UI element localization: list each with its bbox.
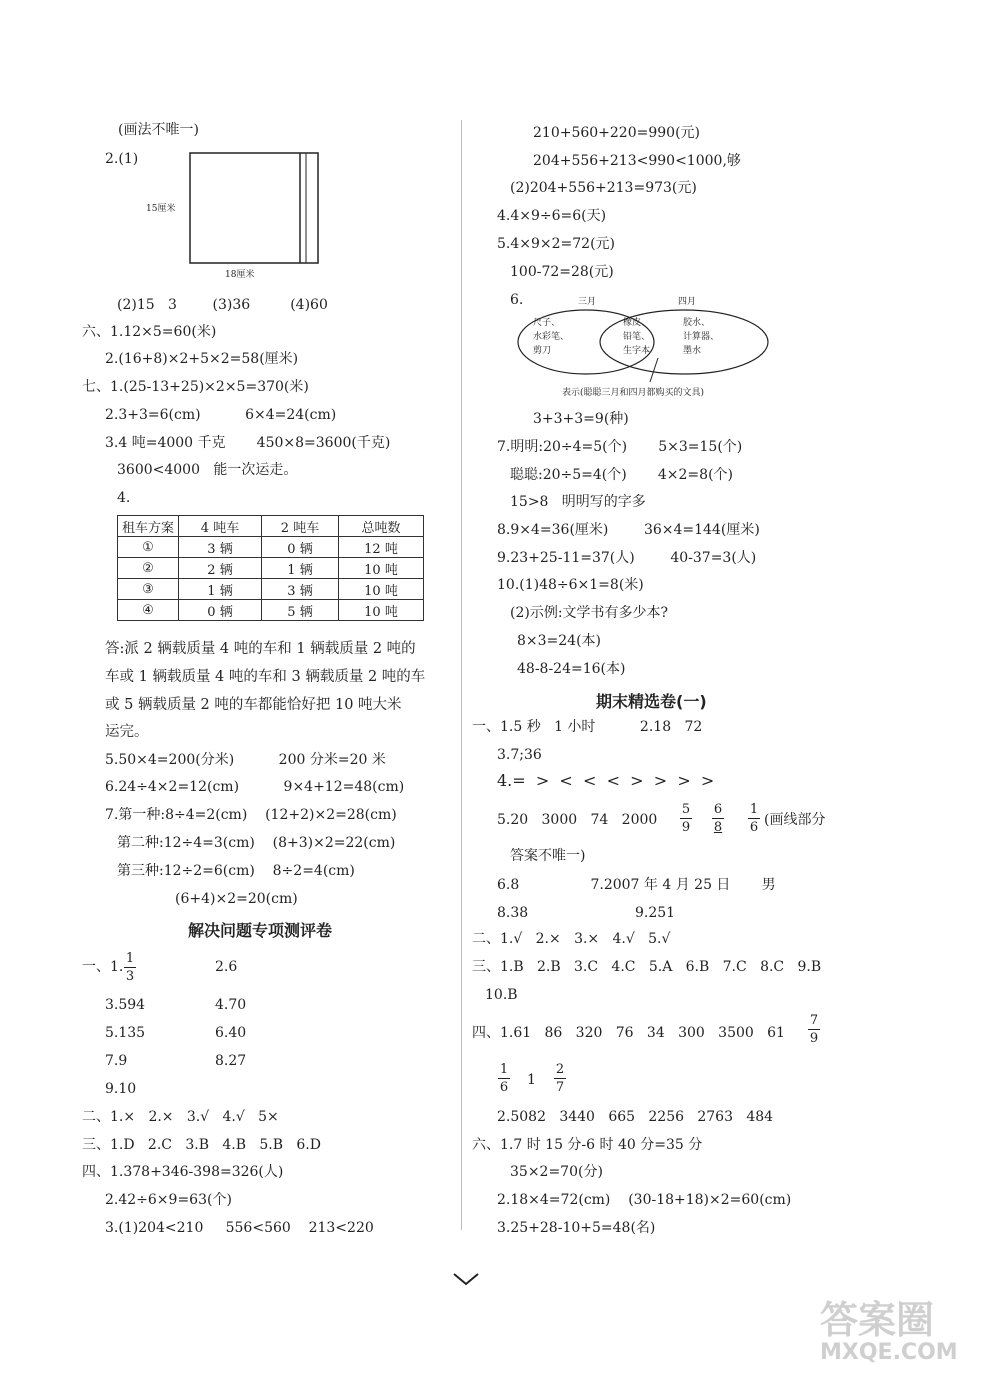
- venn-right-item: 计算器、: [683, 332, 720, 342]
- r3a: 5.135: [105, 1025, 146, 1041]
- a3: (2)204+556+213=973(元): [510, 180, 697, 196]
- c17: 3.25+28-10+5=48(名): [497, 1220, 656, 1236]
- venn-left-title: 三月: [578, 297, 597, 307]
- table-cell: 5 辆: [262, 600, 339, 621]
- r4a: 7.9: [105, 1053, 128, 1069]
- seven-3b: 3600<4000 能一次运走。: [117, 462, 298, 478]
- r2b: 4.70: [215, 997, 247, 1013]
- fraction-denominator: 7: [555, 1080, 565, 1095]
- table-cell: 0 辆: [262, 537, 339, 558]
- note: (画法不唯一): [118, 122, 199, 138]
- table-cell: 10 吨: [339, 600, 424, 621]
- venn-mid-item: 橡皮、: [623, 318, 651, 328]
- venn-left-item: 剪刀: [533, 346, 552, 356]
- seven-2: 2.3+3=6(cm) 6×4=24(cm): [105, 407, 337, 423]
- fraction-numerator: 1: [125, 951, 135, 966]
- fraction: [748, 802, 760, 835]
- table-cell: 10 吨: [339, 579, 424, 600]
- a7: 3+3+3=9(种): [533, 411, 629, 427]
- table-cell: 3 辆: [262, 579, 339, 600]
- b7: (2)示例:文学书有多少本?: [510, 605, 669, 621]
- table-cell: 1 辆: [179, 579, 262, 600]
- table-cell: ④: [118, 600, 179, 621]
- c8: 二、1.√ 2.× 3.× 4.√ 5.√: [472, 931, 671, 947]
- fraction: [808, 1013, 820, 1046]
- fraction-numerator: 6: [713, 802, 723, 817]
- b3: 15>8 明明写的字多: [510, 494, 646, 510]
- c10: 10.B: [485, 987, 518, 1003]
- venn-left-item: 水彩笔、: [533, 332, 570, 342]
- table-cell: 0 辆: [179, 600, 262, 621]
- c3: 4.= > < < < > > > >: [497, 771, 715, 790]
- b1: 7.明明:20÷4=5(个) 5×3=15(个): [497, 439, 743, 455]
- b9: 48-8-24=16(本): [517, 661, 626, 677]
- venn-right-item: 墨水: [683, 346, 702, 356]
- venn-number: 6.: [510, 292, 524, 308]
- c6: 6.8 7.2007 年 4 月 25 日 男: [497, 877, 776, 893]
- c4: 5.20 3000 74 2000: [497, 812, 658, 828]
- r1a: 一、1.: [82, 959, 124, 975]
- c1: 一、1.5 秒 1 小时 2.18 72: [472, 719, 703, 735]
- a1: 210+560+220=990(元): [533, 125, 701, 141]
- column-divider: [461, 120, 462, 1230]
- watermark: [820, 1300, 958, 1366]
- b5: 9.23+25-11=37(人) 40-37=3(人): [497, 550, 757, 566]
- c2: 3.7;36: [497, 747, 542, 763]
- c15: 35×2=70(分): [510, 1164, 603, 1180]
- b6: 10.(1)48÷6×1=8(米): [497, 577, 644, 593]
- si1: 四、1.378+346-398=326(人): [82, 1164, 284, 1180]
- b8: 8×3=24(本): [517, 633, 602, 649]
- table-header: 租车方案: [118, 516, 179, 537]
- venn-mid-item: 生字本: [623, 346, 651, 356]
- s6: 6.24÷4×2=12(cm) 9×4+12=48(cm): [105, 779, 405, 795]
- fraction-numerator: 5: [681, 802, 691, 817]
- fraction-denominator: 6: [749, 820, 759, 835]
- q2-1: 2.(1): [105, 151, 139, 167]
- c14: 六、1.7 时 15 分-6 时 40 分=35 分: [472, 1137, 703, 1153]
- seven-3: 3.4 吨=4000 千克 450×8=3600(千克): [105, 435, 391, 451]
- table-row: [118, 558, 424, 579]
- venn-caption: 表示(聪聪三月和四月都购买的文具): [562, 388, 705, 398]
- fraction: [712, 802, 724, 835]
- fraction-denominator: 8: [713, 820, 723, 835]
- fraction: [124, 951, 136, 984]
- s7c: 第三种:12÷2=6(cm) 8÷2=4(cm): [117, 863, 355, 879]
- si2: 2.42÷6×9=63(个): [105, 1192, 232, 1208]
- c4-tail: (画线部分: [764, 812, 826, 828]
- watermark-logo: 答案圈: [820, 1298, 935, 1342]
- answer-line-2: 车或 1 辆载质量 4 吨的车和 3 辆载质量 2 吨的车: [105, 669, 426, 685]
- b2: 聪聪:20÷5=4(个) 4×2=8(个): [510, 467, 733, 483]
- table-row: [118, 579, 424, 600]
- fraction-numerator: 1: [749, 802, 759, 817]
- er: 二、1.× 2.× 3.√ 4.√ 5×: [82, 1109, 279, 1125]
- r2a: 3.594: [105, 997, 146, 1013]
- table-cell: 2 辆: [179, 558, 262, 579]
- table-header: 总吨数: [339, 516, 424, 537]
- six-2: 2.(16+8)×2+5×2=58(厘米): [105, 351, 299, 367]
- table-cell: 1 辆: [262, 558, 339, 579]
- venn-left-item: 尺子、: [533, 318, 561, 328]
- c5: 答案不唯一): [510, 848, 586, 864]
- table-header-row: [118, 516, 424, 537]
- c13: 2.5082 3440 665 2256 2763 484: [497, 1109, 774, 1125]
- fraction-numerator: 7: [809, 1013, 819, 1028]
- r4b: 8.27: [215, 1053, 247, 1069]
- venn-right-item: 胶水、: [683, 318, 711, 328]
- c9: 三、1.B 2.B 3.C 4.C 5.A 6.B 7.C 8.C 9.B: [472, 959, 822, 975]
- table-cell: 10 吨: [339, 558, 424, 579]
- six-1: 六、1.12×5=60(米): [82, 324, 217, 340]
- table-row: [118, 600, 424, 621]
- table-header: 4 吨车: [179, 516, 262, 537]
- table-header: 2 吨车: [262, 516, 339, 537]
- answer-line-1: 答:派 2 辆载质量 4 吨的车和 1 辆载质量 2 吨的: [105, 641, 416, 657]
- a2: 204+556+213<990<1000,够: [533, 153, 741, 169]
- c7: 8.38 9.251: [497, 905, 676, 921]
- c12-mid: 1: [527, 1072, 536, 1088]
- a5: 5.4×9×2=72(元): [497, 236, 616, 252]
- s7a: 7.第一种:8÷4=2(cm) (12+2)×2=28(cm): [105, 807, 397, 823]
- fraction: [498, 1062, 510, 1095]
- table-cell: ①: [118, 537, 179, 558]
- table-cell: 12 吨: [339, 537, 424, 558]
- s7d: (6+4)×2=20(cm): [175, 891, 298, 907]
- table-row: [118, 537, 424, 558]
- fraction: [680, 802, 692, 835]
- a4: 4.4×9÷6=6(天): [497, 208, 607, 224]
- c11: 四、1.61 86 320 76 34 300 3500 61: [472, 1025, 785, 1041]
- chevron-down-icon: [452, 1272, 480, 1286]
- rental-table: [117, 515, 424, 621]
- s7b: 第二种:12÷4=3(cm) (8+3)×2=22(cm): [117, 835, 396, 851]
- san: 三、1.D 2.C 3.B 4.B 5.B 6.D: [82, 1137, 321, 1153]
- section-heading: 解决问题专项测评卷: [188, 921, 333, 940]
- c16: 2.18×4=72(cm) (30-18+18)×2=60(cm): [497, 1192, 792, 1208]
- rect-width-label: 18厘米: [225, 270, 255, 280]
- table-cell: ②: [118, 558, 179, 579]
- fraction-denominator: 3: [125, 969, 135, 984]
- r5a: 9.10: [105, 1081, 137, 1097]
- b4: 8.9×4=36(厘米) 36×4=144(厘米): [497, 522, 760, 538]
- section-heading: 期末精选卷(一): [596, 692, 707, 711]
- s5: 5.50×4=200(分米) 200 分米=20 米: [105, 752, 386, 768]
- table-cell: 3 辆: [179, 537, 262, 558]
- watermark-url: MXQE.COM: [820, 1340, 958, 1365]
- table-cell: ③: [118, 579, 179, 600]
- answer-line-3: 或 5 辆载质量 2 吨的车都能恰好把 10 吨大米: [105, 697, 402, 713]
- fraction-denominator: 9: [809, 1031, 819, 1046]
- fraction-numerator: 2: [555, 1062, 565, 1077]
- seven-4: 4.: [117, 490, 131, 506]
- q2-rest: (2)15 3 (3)36 (4)60: [117, 297, 328, 313]
- venn-right-title: 四月: [678, 297, 697, 307]
- fraction-denominator: 6: [499, 1080, 509, 1095]
- r1b: 2.6: [215, 959, 238, 975]
- seven-1: 七、1.(25-13+25)×2×5=370(米): [82, 379, 309, 395]
- fraction-denominator: 9: [681, 820, 691, 835]
- rect-height-label: 15厘米: [146, 204, 176, 214]
- fraction: [554, 1062, 566, 1095]
- venn-pointer-arrow: [630, 356, 670, 386]
- r3b: 6.40: [215, 1025, 247, 1041]
- fraction-numerator: 1: [499, 1062, 509, 1077]
- si3: 3.(1)204<210 556<560 213<220: [105, 1220, 374, 1236]
- venn-mid-item: 铅笔、: [623, 332, 651, 342]
- a6: 100-72=28(元): [510, 264, 614, 280]
- answer-line-4: 运完。: [105, 724, 149, 740]
